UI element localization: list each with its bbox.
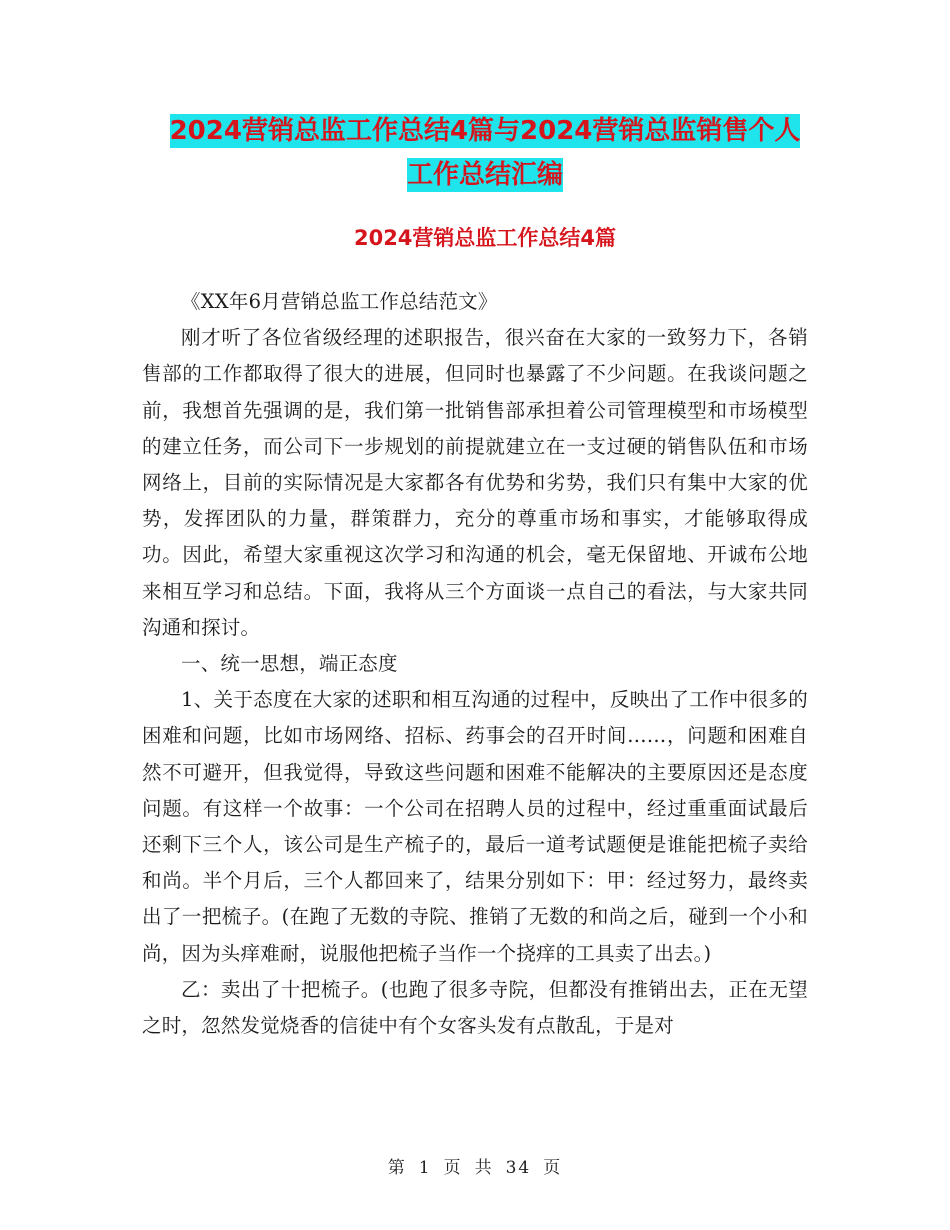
section-title: 2024营销总监工作总结4篇 — [353, 226, 617, 250]
title-highlight: 2024营销总监工作总结4篇与2024营销总监销售个人 — [169, 116, 801, 146]
paragraph-yi: 乙：卖出了十把梳子。(也跑了很多寺院，但都没有推销出去，正在无望之时，忽然发觉烧香的信徒中有个女客头发有点散乱，于是对 — [142, 977, 808, 1038]
paragraph-intro: 刚才听了各位省级经理的述职报告，很兴奋在大家的一致努力下，各销售部的工作都取得了很大的进展，但同时也暴露了不少问题。在我谈问题之前，我想首先强调的是，我们第一批销售部承担着公司管理模型和市场模型的建立任务，而公司下一步规划的前提就建立在一支过硬的销售队伍和市场网络上，目前的实际情况是大家都各有优势和劣势，我们只有集中大家的优势，发挥团队的力量，群策群力，充分的尊重市场和事实，才能够取得成功。因此，希望大家重视这次学习和沟通的机会，毫无保留地、开诚布公地来相互学习和总结。下面，我将从三个方面谈一点自己的看法，与大家共同沟通和探讨。 — [142, 326, 808, 639]
title-highlight: 工作总结汇编 — [406, 160, 563, 190]
footer-suffix: 页 — [543, 1158, 563, 1178]
paragraph-attitude: 1、关于态度在大家的述职和相互沟通的过程中，反映出了工作中很多的困难和问题，比如市场网络、招标、药事会的召开时间……，问题和困难自然不可避开，但我觉得，导致这些问题和困难不能解决的主要原因还是态度问题。有这样一个故事：一个公司在招聘人员的过程中，经过重重面试最后还剩下三个人，该公司是生产梳子的，最后一道考试题便是谁能把梳子卖给和尚。半个月后，三个人都回来了，结果分别如下：甲：经过努力，最终卖出了一把梳子。(在跑了无数的寺院、推销了无数的和尚之后，碰到一个小和尚，因为头痒难耐，说服他把梳子当作一个挠痒的工具卖了出去。) — [142, 688, 808, 965]
footer-prefix: 第 — [387, 1158, 407, 1178]
footer-total-prefix: 共 — [474, 1158, 494, 1178]
document-body — [142, 284, 808, 1044]
paragraph-source: 《XX年6月营销总监工作总结范文》 — [181, 290, 498, 313]
page-footer — [0, 1153, 950, 1178]
document-title-line-1 — [140, 108, 830, 154]
paragraph-heading-1: 一、统一思想，端正态度 — [181, 652, 398, 676]
total-pages: 34 — [505, 1158, 532, 1178]
footer-middle: 页 — [443, 1158, 463, 1178]
page-number: 1 — [418, 1158, 432, 1178]
document-title-line-2 — [140, 152, 830, 198]
